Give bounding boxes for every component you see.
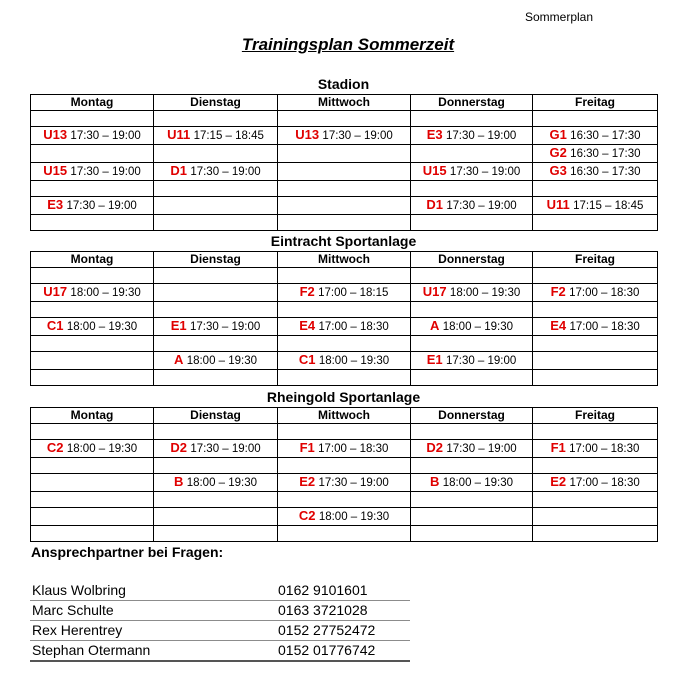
session-cell [278,440,411,458]
session-time: 17:30 – 19:00 [70,130,141,142]
schedule-row [31,215,658,231]
team-code: F2 [550,284,566,299]
empty-cell [154,336,278,352]
empty-cell [31,508,154,526]
session-cell [533,474,658,492]
session-time: 17:30 – 19:00 [446,200,517,212]
team-code: U11 [167,127,191,142]
day-header: Donnerstag [411,95,533,111]
team-code: E1 [170,318,187,333]
empty-cell [154,268,278,284]
session-time: 17:30 – 19:00 [66,200,137,212]
session-cell [533,163,658,181]
session-time: 17:30 – 19:00 [189,321,261,333]
session-cell [411,284,533,302]
empty-cell [411,181,533,197]
empty-cell [154,284,278,302]
schedule-row [31,163,658,181]
session-cell [278,284,411,302]
empty-cell [411,370,533,386]
empty-cell [278,181,411,197]
team-code: D2 [170,440,187,455]
team-code: C1 [298,352,316,367]
empty-cell [533,302,658,318]
empty-cell [533,268,658,284]
empty-cell [31,215,154,231]
empty-cell [278,145,411,163]
session-time: 16:30 – 17:30 [570,166,641,178]
session-time: 18:00 – 19:30 [442,477,514,489]
empty-cell [31,370,154,386]
empty-cell [154,197,278,215]
team-code: F2 [299,284,315,299]
session-cell [154,440,278,458]
session-time: 18:00 – 19:30 [70,287,141,299]
session-cell [411,163,533,181]
session-time: 17:00 – 18:15 [318,287,389,299]
session-time: 18:00 – 19:30 [449,287,521,299]
session-cell [31,284,154,302]
contact-row [30,621,410,641]
session-time: 17:30 – 19:00 [445,355,517,367]
day-header: Mittwoch [278,95,411,111]
team-code: U15 [422,163,447,178]
empty-cell [533,424,658,440]
team-code: U17 [422,284,447,299]
session-cell [533,318,658,336]
contact-name: Rex Herentrey [30,621,276,641]
team-code: E4 [299,318,316,333]
day-header: Dienstag [154,252,278,268]
empty-cell [278,215,411,231]
team-code: A [173,352,184,367]
team-code: F1 [550,440,566,455]
session-time: 18:00 – 19:30 [186,477,258,489]
empty-cell [411,526,533,542]
day-header: Freitag [533,408,658,424]
contact-row [30,641,410,662]
empty-cell [31,302,154,318]
empty-cell [533,215,658,231]
session-cell [278,352,411,370]
team-code: C1 [46,318,64,333]
empty-cell [278,492,411,508]
session-cell [278,127,411,145]
team-code: E2 [550,474,567,489]
session-cell [278,474,411,492]
empty-cell [154,492,278,508]
session-cell [31,318,154,336]
empty-cell [31,492,154,508]
empty-cell [154,181,278,197]
team-code: E2 [299,474,316,489]
page-title: Trainingsplan Sommerzeit [241,35,455,54]
empty-cell [278,197,411,215]
contact-row [30,601,410,621]
day-header: Montag [31,408,154,424]
schedule-row [31,508,658,526]
schedule-table-eintracht [30,251,658,386]
empty-cell [31,474,154,492]
session-time: 18:00 – 19:30 [66,321,138,333]
team-code: G3 [549,163,567,178]
session-cell [533,197,658,215]
team-code: E1 [426,352,443,367]
schedule-row [31,492,658,508]
contact-phone: 0152 27752472 [276,621,410,641]
team-code: B [429,474,440,489]
contact-row [30,581,410,601]
session-cell [31,197,154,215]
venue-title-eintracht: Eintracht Sportanlage [270,233,417,249]
empty-cell [411,145,533,163]
session-time: 17:30 – 19:00 [190,166,261,178]
schedule-table-stadion [30,94,658,231]
schedule-row [31,284,658,302]
schedule-row [31,424,658,440]
session-time: 18:00 – 19:30 [318,511,390,523]
contact-name: Stephan Otermann [30,641,276,662]
schedule-row [31,145,658,163]
empty-cell [411,111,533,127]
session-cell [31,440,154,458]
day-header: Montag [31,252,154,268]
empty-cell [411,336,533,352]
empty-cell [278,163,411,181]
empty-cell [31,424,154,440]
day-header: Dienstag [154,95,278,111]
venue-title-rheingold: Rheingold Sportanlage [266,389,421,405]
session-cell [154,352,278,370]
empty-cell [154,370,278,386]
empty-cell [154,302,278,318]
team-code: U17 [43,284,68,299]
schedule-row [31,302,658,318]
session-cell [154,474,278,492]
session-time: 18:00 – 19:30 [66,443,138,455]
schedule-row [31,181,658,197]
team-code: C2 [46,440,64,455]
empty-cell [31,526,154,542]
contact-phone: 0152 01776742 [276,641,410,662]
session-cell [31,163,154,181]
team-code: B [173,474,184,489]
session-cell [533,145,658,163]
session-time: 17:30 – 19:00 [190,443,261,455]
session-cell [533,284,658,302]
empty-cell [411,492,533,508]
day-header: Freitag [533,252,658,268]
empty-cell [533,336,658,352]
empty-cell [411,458,533,474]
session-cell [31,127,154,145]
schedule-row [31,336,658,352]
empty-cell [533,492,658,508]
session-time: 16:30 – 17:30 [570,148,641,160]
empty-cell [533,111,658,127]
empty-cell [278,458,411,474]
schedule-row [31,318,658,336]
session-time: 18:00 – 19:30 [442,321,514,333]
empty-cell [31,145,154,163]
contacts-heading: Ansprechpartner bei Fragen: [31,544,224,560]
team-code: D2 [426,440,443,455]
team-code: F1 [299,440,315,455]
empty-cell [154,424,278,440]
session-time: 17:30 – 19:00 [70,166,141,178]
empty-cell [411,268,533,284]
session-time: 17:00 – 18:30 [569,477,640,489]
schedule-row [31,370,658,386]
schedule-row [31,197,658,215]
empty-cell [154,526,278,542]
session-cell [533,127,658,145]
team-code: A [429,318,440,333]
day-header-row [31,252,658,268]
day-header: Freitag [533,95,658,111]
empty-cell [31,268,154,284]
empty-cell [278,424,411,440]
session-time: 17:00 – 18:30 [569,443,640,455]
empty-cell [31,181,154,197]
empty-cell [533,458,658,474]
session-cell [278,318,411,336]
empty-cell [278,111,411,127]
team-code: U15 [43,163,68,178]
empty-cell [533,526,658,542]
empty-cell [411,424,533,440]
session-cell [411,127,533,145]
day-header-row [31,95,658,111]
session-time: 17:00 – 18:30 [318,443,389,455]
empty-cell [533,370,658,386]
session-time: 17:00 – 18:30 [569,287,640,299]
empty-cell [154,145,278,163]
session-cell [154,318,278,336]
empty-cell [278,336,411,352]
schedule-row [31,352,658,370]
day-header: Mittwoch [278,252,411,268]
schedule-row [31,111,658,127]
team-code: E3 [426,127,443,142]
empty-cell [31,352,154,370]
session-cell [278,508,411,526]
schedule-row [31,474,658,492]
session-cell [154,163,278,181]
empty-cell [533,352,658,370]
schedule-row [31,127,658,145]
session-time: 17:30 – 19:00 [318,477,389,489]
empty-cell [278,370,411,386]
contacts-table [30,581,410,662]
team-code: C2 [298,508,316,523]
session-time: 17:30 – 19:00 [322,130,393,142]
empty-cell [411,508,533,526]
corner-note: Sommerplan [525,10,594,24]
schedule-row [31,268,658,284]
team-code: E3 [47,197,64,212]
contact-name: Klaus Wolbring [30,581,276,601]
day-header: Donnerstag [411,252,533,268]
day-header-row [31,408,658,424]
contact-name: Marc Schulte [30,601,276,621]
team-code: E4 [550,318,567,333]
session-cell [154,127,278,145]
empty-cell [31,458,154,474]
team-code: U11 [546,197,570,212]
team-code: U13 [43,127,68,142]
session-time: 18:00 – 19:30 [318,355,390,367]
team-code: U13 [295,127,320,142]
session-time: 17:15 – 18:45 [573,200,644,212]
empty-cell [411,215,533,231]
team-code: D1 [426,197,443,212]
session-time: 16:30 – 17:30 [570,130,641,142]
schedule-row [31,526,658,542]
day-header: Dienstag [154,408,278,424]
session-time: 18:00 – 19:30 [186,355,258,367]
session-time: 17:30 – 19:00 [449,166,521,178]
team-code: G2 [549,145,567,160]
empty-cell [278,302,411,318]
day-header: Mittwoch [278,408,411,424]
schedule-table-rheingold [30,407,658,542]
venue-title-stadion: Stadion [317,76,370,92]
empty-cell [533,508,658,526]
session-cell [411,474,533,492]
session-time: 17:00 – 18:30 [318,321,389,333]
empty-cell [154,111,278,127]
empty-cell [411,302,533,318]
session-time: 17:30 – 19:00 [445,130,517,142]
session-cell [411,352,533,370]
session-cell [411,440,533,458]
session-cell [533,440,658,458]
empty-cell [31,111,154,127]
day-header: Donnerstag [411,408,533,424]
contact-phone: 0163 3721028 [276,601,410,621]
team-code: G1 [549,127,567,142]
contact-phone: 0162 9101601 [276,581,410,601]
empty-cell [31,336,154,352]
schedule-row [31,440,658,458]
schedule-row [31,458,658,474]
empty-cell [154,458,278,474]
empty-cell [278,526,411,542]
team-code: D1 [170,163,187,178]
day-header: Montag [31,95,154,111]
session-time: 17:00 – 18:30 [569,321,640,333]
empty-cell [154,508,278,526]
empty-cell [533,181,658,197]
session-cell [411,197,533,215]
session-time: 17:30 – 19:00 [446,443,517,455]
empty-cell [278,268,411,284]
session-time: 17:15 – 18:45 [193,130,264,142]
empty-cell [154,215,278,231]
session-cell [411,318,533,336]
